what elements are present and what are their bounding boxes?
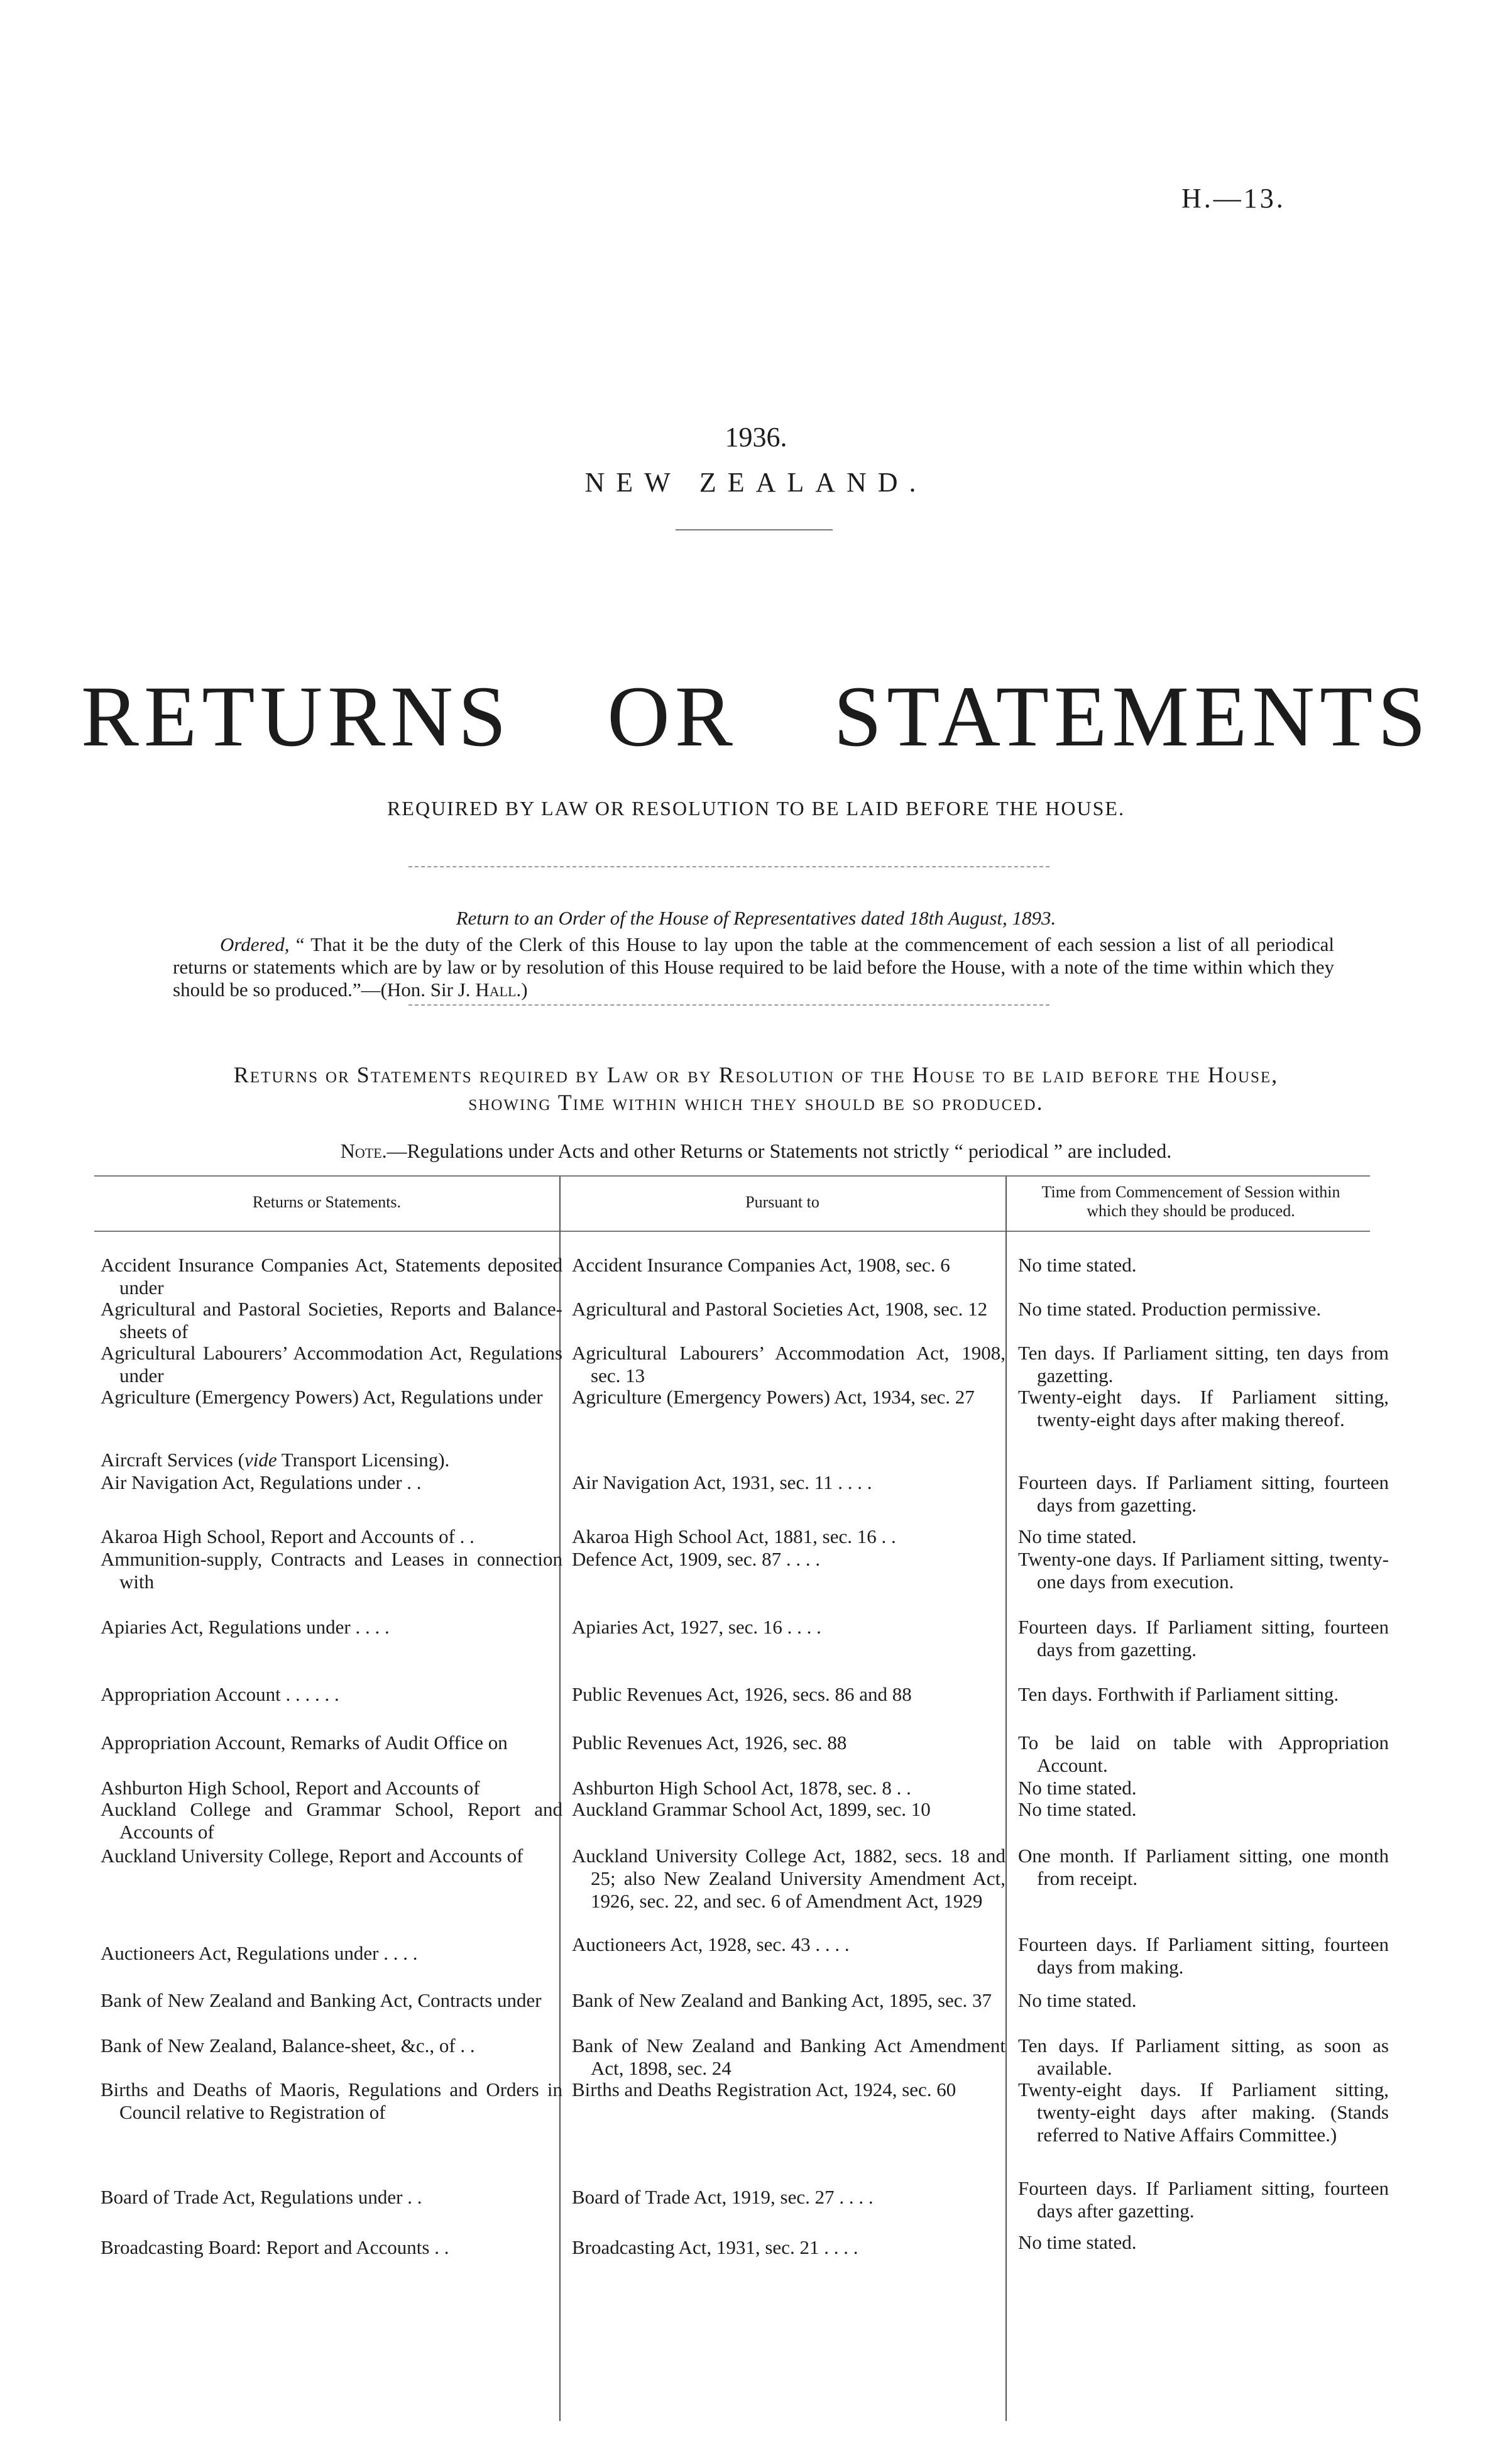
subtitle: REQUIRED BY LAW OR RESOLUTION TO BE LAID BEFORE THE HOUSE. <box>387 797 1125 820</box>
table-row-pursuant: Air Navigation Act, 1931, sec. 11 . . . . <box>572 1471 872 1493</box>
table-row-time: Fourteen days. If Parliament sitting, fourteen days from making. <box>1018 1933 1389 1978</box>
note-text: —Regulations under Acts and other Returns or Statements not strictly “ periodical ” are included. <box>386 1139 1172 1162</box>
ordered-label: Ordered, <box>220 933 290 955</box>
table-row-returns: Agriculture (Emergency Powers) Act, Regulations under <box>101 1386 543 1408</box>
table-row-time: Ten days. Forthwith if Parliament sitting. <box>1018 1683 1339 1705</box>
table-row-pursuant: Board of Trade Act, 1919, sec. 27 . . . . <box>572 2186 874 2208</box>
table-row-returns: Appropriation Account, Remarks of Audit Office on <box>101 1732 508 1754</box>
order-body: “ That it be the duty of the Clerk of this House to lay upon the table at the commencement of each session a list of all periodical returns or statements which are by law or by resolution of this House required to be laid before the House, with a note of the time within which they should be so produced.”—(Hon. Sir J. <box>173 933 1335 1001</box>
returns-text: Aircraft Services ( <box>101 1449 244 1471</box>
table-row-time: Twenty-one days. If Parliament sitting, twenty-one days from execution. <box>1018 1548 1389 1593</box>
table-row-returns: Ashburton High School, Report and Accounts of <box>101 1777 480 1799</box>
table-row-returns: Air Navigation Act, Regulations under . . <box>101 1471 422 1493</box>
column-divider <box>1005 1177 1007 2421</box>
table-row-pursuant: Ashburton High School Act, 1878, sec. 8 . . <box>572 1777 911 1799</box>
table-row-time: To be laid on table with Appropriation Account. <box>1018 1732 1389 1776</box>
table-row-pursuant: Accident Insurance Companies Act, 1908, sec. 6 <box>572 1254 950 1276</box>
table-top-rule <box>94 1175 1370 1177</box>
table-row-time: No time stated. <box>1018 1989 1137 2011</box>
table-row-time: No time stated. <box>1018 2231 1137 2253</box>
order-text <box>173 933 1334 1001</box>
table-row-pursuant: Agricultural and Pastoral Societies Act, 1908, sec. 12 <box>572 1298 988 1320</box>
table-row-pursuant: Bank of New Zealand and Banking Act Amendment Act, 1898, sec. 24 <box>572 2034 1005 2079</box>
table-row-returns: Births and Deaths of Maoris, Regulations and Orders in Council relative to Registration of <box>101 2078 562 2123</box>
order-mover: Hall <box>475 979 517 1001</box>
table-row-pursuant: Akaroa High School Act, 1881, sec. 16 . . <box>572 1525 896 1547</box>
note <box>0 1139 1512 1163</box>
table-row-time: Ten days. If Parliament sitting, ten days from gazetting. <box>1018 1342 1389 1386</box>
returns-vide: vide <box>244 1449 277 1471</box>
table-row-pursuant: Agriculture (Emergency Powers) Act, 1934, sec. 27 <box>572 1386 975 1408</box>
column-header-pursuant: Pursuant to <box>745 1193 819 1211</box>
returns-text: Transport Licensing). <box>277 1449 450 1471</box>
table-row-time: No time stated. <box>1018 1525 1137 1547</box>
table-row-pursuant: Apiaries Act, 1927, sec. 16 . . . . <box>572 1616 821 1638</box>
table-row-time: No time stated. <box>1018 1777 1137 1799</box>
country: NEW ZEALAND. <box>584 467 928 498</box>
table-row-returns: Appropriation Account . . . . . . <box>101 1683 339 1705</box>
table-row-time: Twenty-eight days. If Parliament sitting, twenty-eight days after making. (Stands referred to Native Affairs Committee.) <box>1018 2078 1389 2146</box>
table-row-time: Twenty-eight days. If Parliament sitting, twenty-eight days after making thereof. <box>1018 1386 1389 1430</box>
table-row-returns: Auctioneers Act, Regulations under . . . . <box>101 1942 418 1964</box>
note-label: Note. <box>340 1139 387 1162</box>
table-row-returns: Auckland University College, Report and Accounts of <box>101 1845 523 1867</box>
divider <box>676 529 833 530</box>
table-row-pursuant: Auckland Grammar School Act, 1899, sec. 10 <box>572 1798 931 1820</box>
main-title: RETURNS OR STATEMENTS <box>80 668 1432 764</box>
table-row-pursuant: Agricultural Labourers’ Accommodation Act, 1908, sec. 13 <box>572 1342 1005 1386</box>
order-closing: .) <box>516 979 528 1001</box>
table-row-returns: Agricultural and Pastoral Societies, Reports and Balance-sheets of <box>101 1298 562 1343</box>
table-row-time: Fourteen days. If Parliament sitting, fourteen days after gazetting. <box>1018 2177 1389 2222</box>
table-row-returns: Apiaries Act, Regulations under . . . . <box>101 1616 390 1638</box>
table-row-time: No time stated. <box>1018 1254 1137 1276</box>
table-row-returns: Accident Insurance Companies Act, Statements deposited under <box>101 1254 562 1299</box>
table-row-returns: Agricultural Labourers’ Accommodation Act, Regulations under <box>101 1342 562 1386</box>
table-row-pursuant: Broadcasting Act, 1931, sec. 21 . . . . <box>572 2236 858 2258</box>
table-row-returns: Ammunition-supply, Contracts and Leases in connection with <box>101 1548 562 1593</box>
table-row-time: Fourteen days. If Parliament sitting, fourteen days from gazetting. <box>1018 1616 1389 1661</box>
table-row-pursuant: Defence Act, 1909, sec. 87 . . . . <box>572 1548 821 1570</box>
column-header-time-line1: Time from Commencement of Session within <box>1041 1183 1340 1201</box>
divider <box>408 1004 1049 1006</box>
column-header-time <box>1012 1183 1370 1221</box>
table-title <box>94 1061 1418 1116</box>
table-row-pursuant: Auctioneers Act, 1928, sec. 43 . . . . <box>572 1933 850 1955</box>
table-row-time: Fourteen days. If Parliament sitting, fourteen days from gazetting. <box>1018 1471 1389 1516</box>
column-header-time-line2: which they should be produced. <box>1087 1202 1295 1220</box>
table-row-time: One month. If Parliament sitting, one month from receipt. <box>1018 1845 1389 1889</box>
document-reference: H.—13. <box>1181 183 1286 214</box>
table-row-returns: Bank of New Zealand, Balance-sheet, &c., of . . <box>101 2034 475 2056</box>
table-row-pursuant: Public Revenues Act, 1926, secs. 86 and 88 <box>572 1683 912 1705</box>
table-row-pursuant: Bank of New Zealand and Banking Act, 1895, sec. 37 <box>572 1989 992 2011</box>
table-row-returns: Akaroa High School, Report and Accounts of . . <box>101 1525 474 1547</box>
column-header-returns: Returns or Statements. <box>252 1193 402 1211</box>
table-row-returns <box>101 1449 562 1471</box>
table-row-pursuant: Auckland University College Act, 1882, secs. 18 and 25; also New Zealand University Amendment Act, 1926, sec. 22, and sec. 6 of Amendment Act, 1929 <box>572 1845 1005 1912</box>
table-row-time: No time stated. <box>1018 1798 1137 1820</box>
table-row-pursuant: Births and Deaths Registration Act, 1924, sec. 60 <box>572 2078 956 2100</box>
table-title-line1: Returns or Statements required by Law or by Resolution of the House to be laid before the House, <box>233 1062 1279 1087</box>
table-header-rule <box>94 1231 1370 1232</box>
table-row-returns: Bank of New Zealand and Banking Act, Contracts under <box>101 1989 542 2011</box>
divider <box>408 866 1049 867</box>
table-row-time: No time stated. Production permissive. <box>1018 1298 1322 1320</box>
table-row-returns: Broadcasting Board: Report and Accounts . . <box>101 2236 449 2258</box>
table-row-pursuant: Public Revenues Act, 1926, sec. 88 <box>572 1732 847 1754</box>
table-title-line2: showing Time within which they should be so produced. <box>468 1090 1044 1115</box>
table-row-returns: Auckland College and Grammar School, Report and Accounts of <box>101 1798 562 1843</box>
table-row-time: Ten days. If Parliament sitting, as soon as available. <box>1018 2034 1389 2079</box>
table-row-returns: Board of Trade Act, Regulations under . . <box>101 2186 422 2208</box>
order-heading: Return to an Order of the House of Representatives dated 18th August, 1893. <box>456 907 1056 929</box>
year: 1936. <box>725 422 787 453</box>
